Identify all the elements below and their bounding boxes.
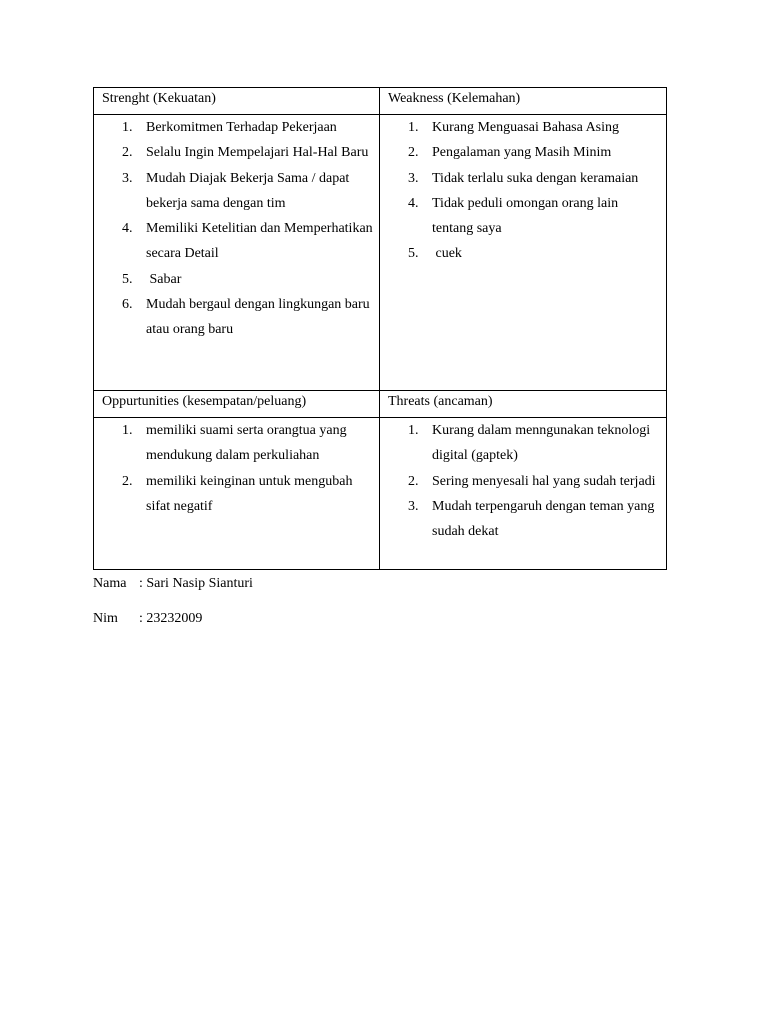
- threats-cell: [380, 418, 667, 570]
- swot-header-row-top: [94, 88, 667, 115]
- list-item-text: Mudah terpengaruh dengan teman yang sudah dekat: [432, 498, 658, 540]
- list-item-text: Sabar: [146, 271, 182, 287]
- weakness-list: [380, 115, 666, 267]
- swot-body-row-bottom: [94, 418, 667, 570]
- list-item-number: 3.: [408, 498, 419, 514]
- list-item-number: 1.: [122, 120, 133, 135]
- list-item-number: 5.: [122, 271, 133, 287]
- list-item-text: Kurang Menguasai Bahasa Asing: [432, 120, 620, 135]
- strength-cell: [94, 115, 380, 391]
- list-item: [380, 166, 666, 191]
- list-item-text: Selalu Ingin Mempelajari Hal-Hal Baru: [146, 145, 369, 161]
- list-item: [380, 469, 666, 494]
- weakness-header: Weakness (Kelemahan): [380, 88, 667, 115]
- list-item-number: 5.: [408, 246, 419, 262]
- list-item-text: Tidak terlalu suka dengan keramaian: [432, 170, 639, 186]
- list-item-number: 4.: [408, 195, 419, 211]
- list-item-number: 2.: [408, 145, 419, 161]
- list-item: [94, 292, 379, 343]
- list-item-text: Mudah bergaul dengan lingkungan baru atau orang baru: [146, 297, 374, 338]
- list-item: [94, 469, 379, 520]
- list-item-number: 2.: [122, 145, 133, 161]
- list-item-number: 2.: [408, 473, 419, 489]
- list-item-text: Berkomitmen Terhadap Pekerjaan: [146, 120, 337, 135]
- threats-list: [380, 418, 666, 544]
- student-nim-line: [93, 609, 202, 629]
- threats-header: Threats (ancaman): [380, 391, 667, 418]
- swot-body-row-top: [94, 115, 667, 391]
- list-item-text: Tidak peduli omongan orang lain tentang saya: [432, 195, 622, 237]
- swot-header-row-bottom: [94, 391, 667, 418]
- list-item: [380, 191, 666, 242]
- student-name-line: [93, 574, 253, 594]
- list-item: [380, 494, 666, 545]
- list-item: [380, 140, 666, 165]
- list-item-text: memiliki keinginan untuk mengubah sifat negatif: [146, 473, 356, 514]
- list-item-text: Sering menyesali hal yang sudah terjadi: [432, 473, 656, 489]
- list-item-number: 3.: [122, 170, 133, 186]
- list-item-number: 6.: [122, 297, 133, 313]
- list-item-number: 1.: [408, 120, 419, 135]
- list-item: [94, 166, 379, 217]
- list-item-number: 1.: [122, 423, 133, 438]
- list-item-text: Kurang dalam menngunakan teknologi digital (gaptek): [432, 423, 654, 464]
- list-item-text: cuek: [432, 246, 462, 262]
- list-item-text: Mudah Diajak Bekerja Sama / dapat bekerja sama dengan tim: [146, 170, 353, 211]
- list-item: [94, 418, 379, 469]
- list-item: [380, 241, 666, 266]
- list-item-text: Pengalaman yang Masih Minim: [432, 145, 612, 161]
- weakness-cell: [380, 115, 667, 391]
- list-item-number: 1.: [408, 423, 419, 438]
- list-item-number: 3.: [408, 170, 419, 186]
- list-item: [94, 267, 379, 292]
- opportunities-header: Oppurtunities (kesempatan/peluang): [94, 391, 380, 418]
- nim-label: Nim: [93, 611, 118, 626]
- strength-list: [94, 115, 379, 343]
- list-item: [380, 115, 666, 140]
- strength-header: Strenght (Kekuatan): [94, 88, 380, 115]
- opportunities-cell: [94, 418, 380, 570]
- list-item: [380, 418, 666, 469]
- list-item-number: 2.: [122, 473, 133, 489]
- list-item: [94, 216, 379, 267]
- list-item-text: memiliki suami serta orangtua yang mendukung dalam perkuliahan: [146, 423, 351, 464]
- opportunities-list: [94, 418, 379, 519]
- name-value: : Sari Nasip Sianturi: [139, 576, 253, 591]
- list-item-number: 4.: [122, 221, 133, 237]
- swot-table: [93, 87, 667, 570]
- nim-value: : 23232009: [139, 611, 203, 626]
- list-item: [94, 140, 379, 165]
- list-item: [94, 115, 379, 140]
- name-label: Nama: [93, 576, 127, 591]
- list-item-text: Memiliki Ketelitian dan Memperhatikan secara Detail: [146, 221, 377, 262]
